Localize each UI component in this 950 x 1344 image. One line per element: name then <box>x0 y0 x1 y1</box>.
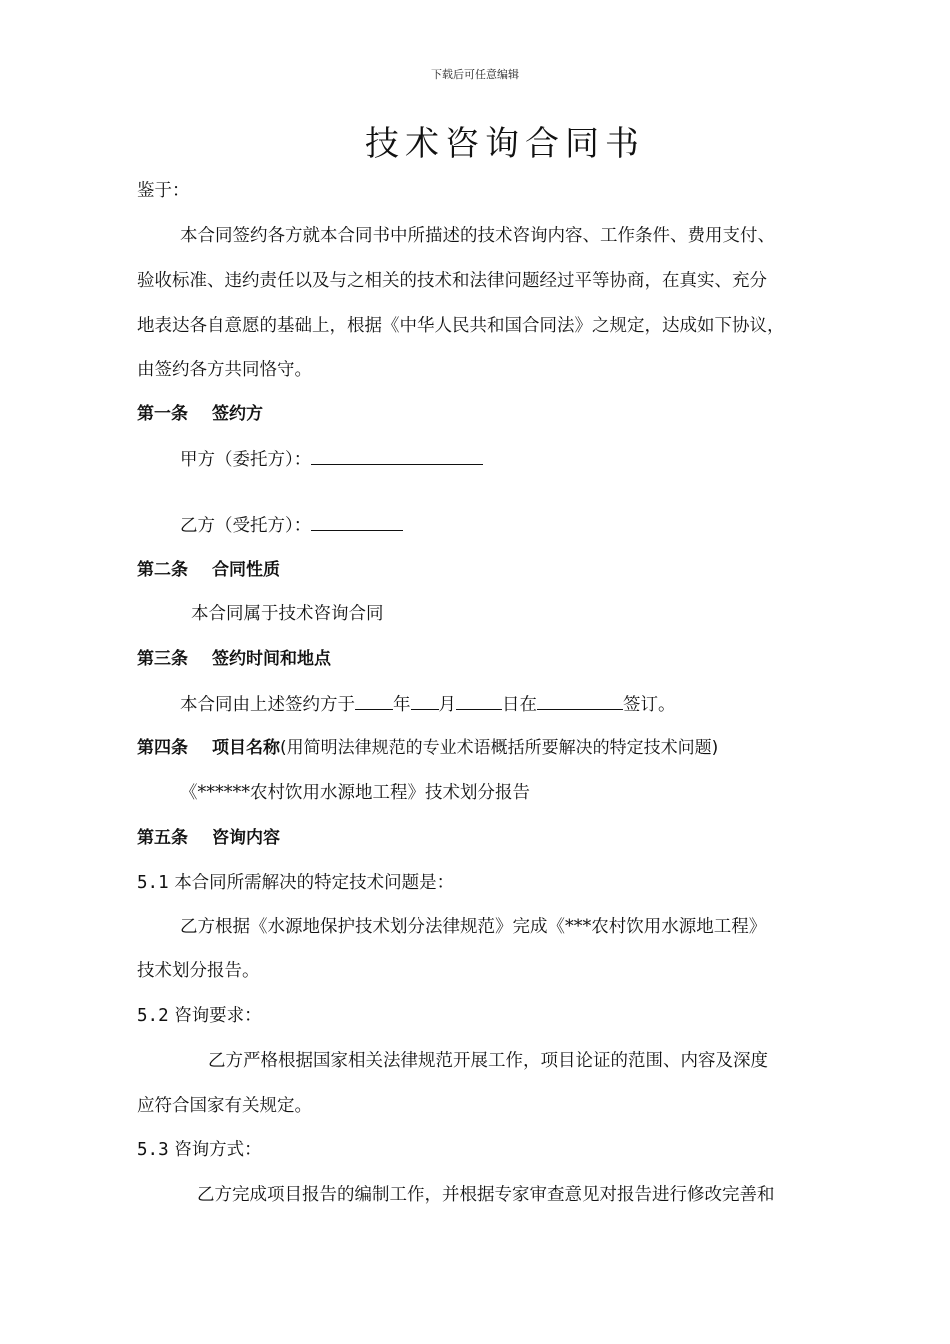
section-5-3-number: 5.3 <box>137 1140 169 1160</box>
signing-text-1: 本合同由上述签约方于 <box>180 695 355 715</box>
section-5-1-line-1: 乙方根据《水源地保护技术划分法律规范》完成《***农村饮用水源地工程》 <box>180 917 767 937</box>
section-5-1-line-2: 技术划分报告。 <box>137 961 260 981</box>
article-3-body <box>180 691 676 718</box>
party-a-label: 甲方（委托方）： <box>180 450 312 470</box>
article-5-number: 第五条 <box>137 828 188 848</box>
article-4-title: 项目名称 <box>212 738 280 758</box>
section-5-2-line-1: 乙方严格根据国家相关法律规范开展工作，项目论证的范围、内容及深度 <box>208 1051 768 1071</box>
party-b-blank[interactable] <box>311 512 403 531</box>
article-3-heading <box>137 646 331 672</box>
article-1-number: 第一条 <box>137 404 188 424</box>
section-5-2-title: 咨询要求： <box>174 1006 262 1026</box>
article-5-title: 咨询内容 <box>212 828 280 848</box>
party-b-line <box>180 512 403 539</box>
intro-paragraph-line-3: 地表达各自意愿的基础上，根据《中华人民共和国合同法》之规定，达成如下协议， <box>137 316 785 336</box>
section-5-3-title: 咨询方式： <box>174 1140 262 1160</box>
intro-paragraph-line-2: 验收标准、违约责任以及与之相关的技术和法律问题经过平等协商，在真实、充分 <box>137 271 767 291</box>
intro-paragraph-line-4: 由签约各方共同恪守。 <box>137 360 312 380</box>
article-4-heading <box>137 735 718 761</box>
article-4-note: (用简明法律规范的专业术语概括所要解决的特定技术问题) <box>280 738 719 758</box>
section-5-3-line-1: 乙方完成项目报告的编制工作，并根据专家审查意见对报告进行修改完善和 <box>197 1185 775 1205</box>
article-4-body: 《******农村饮用水源地工程》技术划分报告 <box>180 783 530 803</box>
header-note: 下载后可任意编辑 <box>431 68 519 81</box>
party-a-line <box>180 446 483 473</box>
month-blank[interactable] <box>411 691 439 710</box>
article-2-body: 本合同属于技术咨询合同 <box>191 604 384 624</box>
section-5-1-number: 5.1 <box>137 873 169 893</box>
year-blank[interactable] <box>355 691 393 710</box>
signing-text-month: 月 <box>438 695 456 715</box>
article-2-heading <box>137 557 280 583</box>
section-5-2-number: 5.2 <box>137 1006 169 1026</box>
section-5-1-title: 本合同所需解决的特定技术问题是： <box>174 873 455 893</box>
place-blank[interactable] <box>537 691 623 710</box>
section-5-2-line-2: 应符合国家有关规定。 <box>137 1096 312 1116</box>
section-5-2-heading <box>137 1003 262 1029</box>
article-2-number: 第二条 <box>137 560 188 580</box>
article-5-heading <box>137 825 280 851</box>
section-5-1-heading <box>137 870 454 896</box>
article-2-title: 合同性质 <box>212 560 280 580</box>
intro-paragraph-line-1: 本合同签约各方就本合同书中所描述的技术咨询内容、工作条件、费用支付、 <box>180 226 775 246</box>
signing-text-year: 年 <box>393 695 411 715</box>
article-3-title: 签约时间和地点 <box>212 649 331 669</box>
intro-label: 鉴于： <box>137 181 190 201</box>
article-1-title: 签约方 <box>212 404 263 424</box>
party-b-label: 乙方（受托方）： <box>180 516 312 536</box>
party-a-blank[interactable] <box>311 446 483 465</box>
article-1-heading <box>137 401 263 427</box>
article-4-number: 第四条 <box>137 738 188 758</box>
section-5-3-heading <box>137 1137 262 1163</box>
signing-text-end: 签订。 <box>623 695 676 715</box>
document-title: 技术咨询合同书 <box>365 124 645 164</box>
signing-text-day: 日在 <box>502 695 537 715</box>
day-blank[interactable] <box>456 691 502 710</box>
article-3-number: 第三条 <box>137 649 188 669</box>
